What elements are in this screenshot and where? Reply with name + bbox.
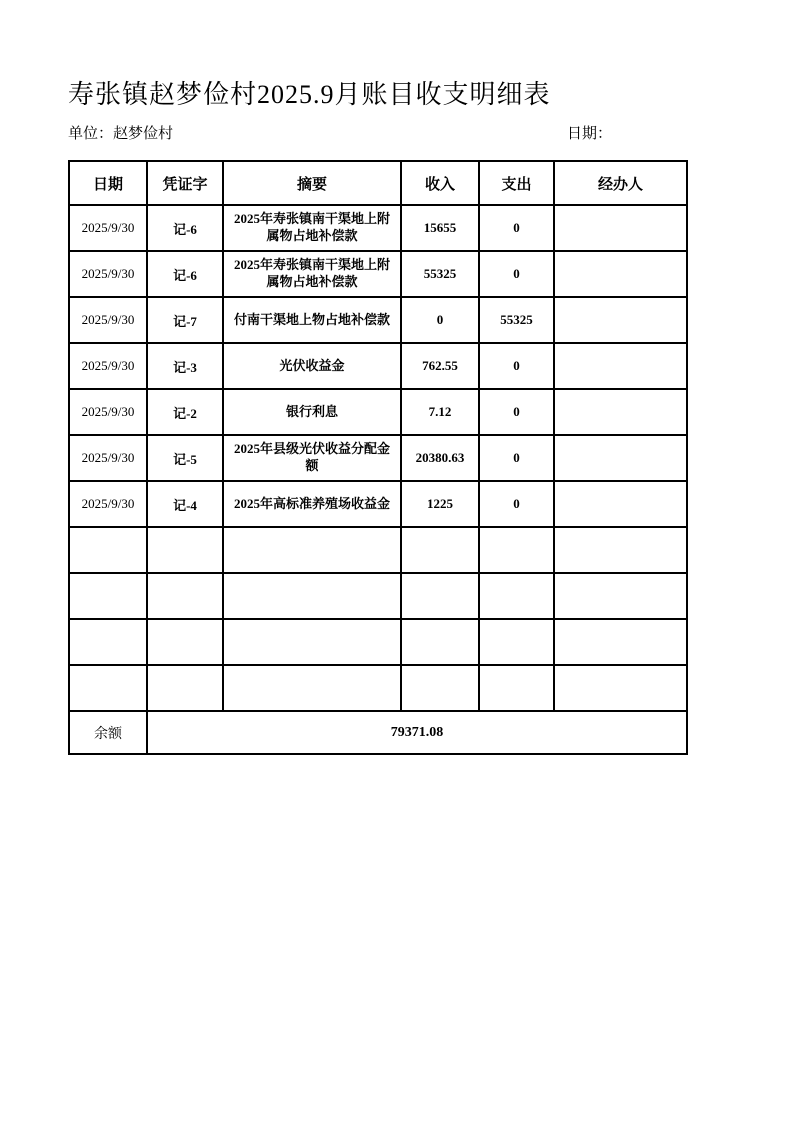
cell-income: 55325: [401, 251, 479, 297]
cell-income: 762.55: [401, 343, 479, 389]
cell-handler: [554, 435, 687, 481]
meta-row: [68, 122, 686, 143]
cell-voucher: [147, 573, 223, 619]
cell-income: 15655: [401, 205, 479, 251]
balance-row: [69, 711, 687, 754]
col-header-date: 日期: [69, 161, 147, 205]
cell-summary: 付南干渠地上物占地补偿款: [223, 297, 401, 343]
cell-summary: [223, 619, 401, 665]
cell-date: 2025/9/30: [69, 297, 147, 343]
table-row: [69, 343, 687, 389]
cell-income: [401, 527, 479, 573]
cell-date: 2025/9/30: [69, 251, 147, 297]
cell-summary: 2025年高标准养殖场收益金: [223, 481, 401, 527]
cell-date: 2025/9/30: [69, 481, 147, 527]
cell-handler: [554, 251, 687, 297]
unit-label: 单位：赵梦俭村: [68, 126, 174, 142]
cell-voucher: 记-2: [147, 389, 223, 435]
page-title: 寿张镇赵梦俭村2025.9月账目收支明细表: [68, 80, 551, 109]
cell-voucher: 记-7: [147, 297, 223, 343]
table-row: [69, 251, 687, 297]
cell-income: 0: [401, 297, 479, 343]
cell-expense: [479, 619, 554, 665]
cell-income: [401, 573, 479, 619]
cell-income: 1225: [401, 481, 479, 527]
col-header-income: 收入: [401, 161, 479, 205]
col-header-handler: 经办人: [554, 161, 687, 205]
cell-expense: 0: [479, 343, 554, 389]
cell-summary: 银行利息: [223, 389, 401, 435]
balance-label: 余额: [69, 711, 147, 754]
cell-voucher: 记-6: [147, 205, 223, 251]
cell-handler: [554, 573, 687, 619]
cell-date: [69, 619, 147, 665]
table-row: [69, 527, 687, 573]
cell-date: [69, 527, 147, 573]
table-row: [69, 205, 687, 251]
cell-date: [69, 665, 147, 711]
cell-expense: 0: [479, 251, 554, 297]
balance-value: 79371.08: [147, 711, 687, 754]
cell-summary: [223, 665, 401, 711]
ledger-table: [68, 160, 688, 755]
cell-date: 2025/9/30: [69, 435, 147, 481]
cell-voucher: 记-6: [147, 251, 223, 297]
cell-handler: [554, 389, 687, 435]
col-header-voucher: 凭证字: [147, 161, 223, 205]
cell-expense: [479, 573, 554, 619]
cell-voucher: 记-4: [147, 481, 223, 527]
cell-date: 2025/9/30: [69, 205, 147, 251]
table-row: [69, 573, 687, 619]
cell-summary: 2025年寿张镇南干渠地上附属物占地补偿款: [223, 205, 401, 251]
cell-expense: [479, 665, 554, 711]
col-header-expense: 支出: [479, 161, 554, 205]
cell-date: [69, 573, 147, 619]
cell-expense: 0: [479, 481, 554, 527]
cell-summary: [223, 527, 401, 573]
cell-expense: 0: [479, 389, 554, 435]
table-row: [69, 619, 687, 665]
cell-expense: 0: [479, 435, 554, 481]
cell-voucher: 记-3: [147, 343, 223, 389]
cell-handler: [554, 205, 687, 251]
header-row: [69, 161, 687, 205]
cell-summary: 光伏收益金: [223, 343, 401, 389]
cell-handler: [554, 343, 687, 389]
table-row: [69, 297, 687, 343]
cell-handler: [554, 481, 687, 527]
table-row: [69, 665, 687, 711]
cell-handler: [554, 297, 687, 343]
cell-expense: [479, 527, 554, 573]
cell-voucher: 记-5: [147, 435, 223, 481]
cell-income: 20380.63: [401, 435, 479, 481]
cell-handler: [554, 665, 687, 711]
col-header-summary: 摘要: [223, 161, 401, 205]
cell-summary: 2025年县级光伏收益分配金额: [223, 435, 401, 481]
cell-voucher: [147, 527, 223, 573]
cell-income: [401, 665, 479, 711]
table-row: [69, 435, 687, 481]
cell-summary: 2025年寿张镇南干渠地上附属物占地补偿款: [223, 251, 401, 297]
cell-date: 2025/9/30: [69, 343, 147, 389]
cell-voucher: [147, 619, 223, 665]
table-row: [69, 389, 687, 435]
cell-summary: [223, 573, 401, 619]
cell-income: [401, 619, 479, 665]
table-row: [69, 481, 687, 527]
cell-date: 2025/9/30: [69, 389, 147, 435]
date-label: 日期：: [566, 126, 612, 142]
cell-handler: [554, 619, 687, 665]
cell-income: 7.12: [401, 389, 479, 435]
cell-voucher: [147, 665, 223, 711]
ledger-body: [69, 205, 687, 711]
cell-expense: 55325: [479, 297, 554, 343]
cell-handler: [554, 527, 687, 573]
cell-expense: 0: [479, 205, 554, 251]
